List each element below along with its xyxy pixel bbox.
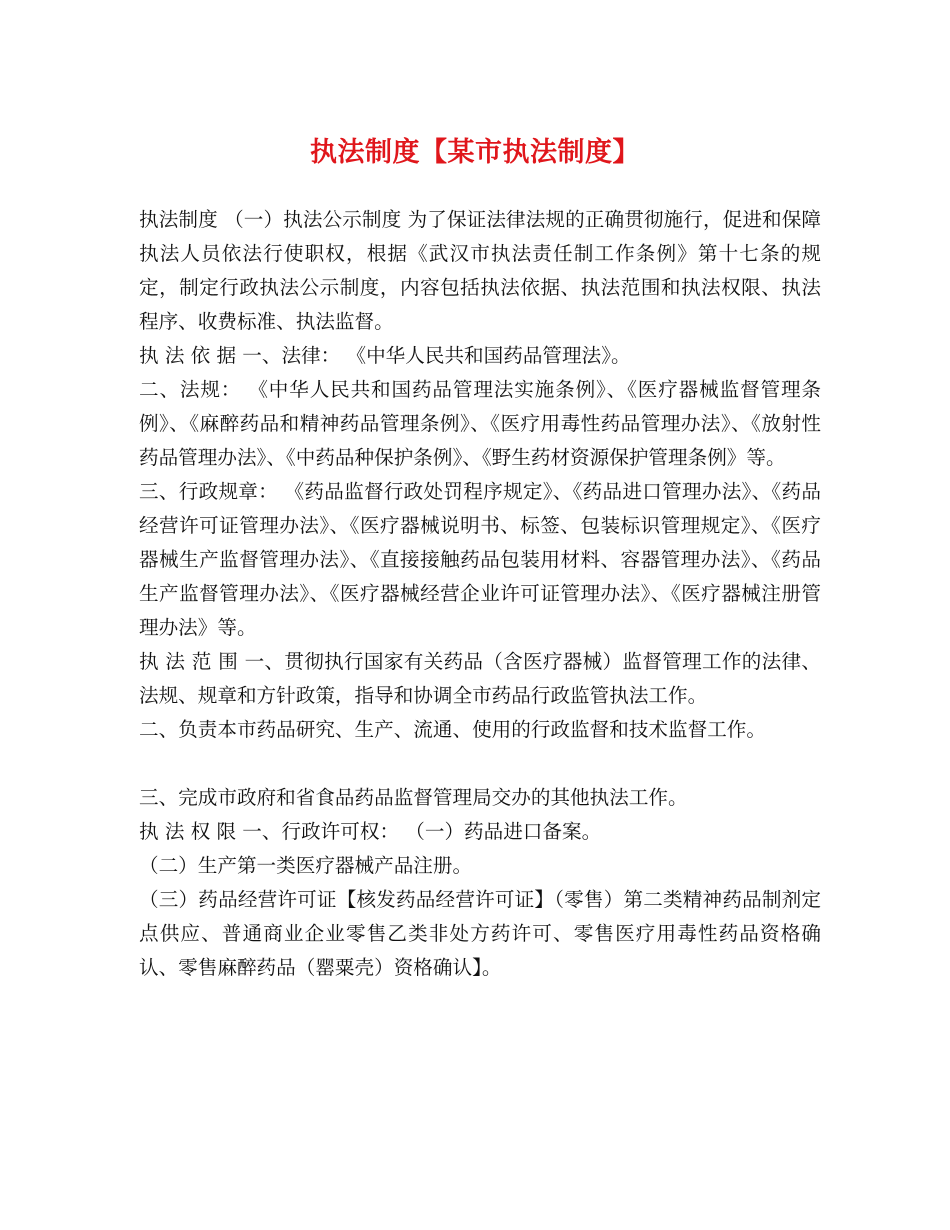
- paragraph-scope-3: 三、完成市政府和省食品药品监督管理局交办的其他执法工作。: [139, 786, 688, 809]
- paragraph-authority-3: （三）药品经营许可证【核发药品经营许可证】（零售）第二类精神药品制剂定点供应、普通商业企业零售乙类非处方药许可、零售医疗用毒性药品资格确认、零售麻醉药品（罂粟壳）资格确认】。: [139, 888, 821, 979]
- paragraph-disclosure-system: 执法制度 （一）执法公示制度 为了保证法律法规的正确贯彻施行，促进和保障执法人员依法行使职权，根据《武汉市执法责任制工作条例》第十七条的规定，制定行政执法公示制度，内容包括执法依据、执法范围和执法权限、执法程序、收费标准、执法监督。: [139, 208, 821, 333]
- document-body: [139, 203, 821, 985]
- paragraph-authority-1: 执 法 权 限 一、行政许可权： （一）药品进口备案。: [139, 820, 602, 843]
- paragraph-regulations: 二、法规： 《中华人民共和国药品管理法实施条例》、《医疗器械监督管理条例》、《麻醉药品和精神药品管理条例》、《医疗用毒性药品管理办法》、《放射性药品管理办法》、《中药品种保护条例》、《野生药材资源保护管理条例》等。: [139, 378, 821, 469]
- paragraph-administrative-rules: 三、行政规章： 《药品监督行政处罚程序规定》、《药品进口管理办法》、《药品经营许可证管理办法》、《医疗器械说明书、标签、包装标识管理规定》、《医疗器械生产监督管理办法》、《直接接触药品包装用材料、容器管理办法》、《药品生产监督管理办法》、《医疗器械经营企业许可证管理办法》、《医疗器械注册管理办法》等。: [139, 480, 821, 639]
- document-title: 执法制度【某市执法制度】: [310, 137, 640, 168]
- paragraph-law-basis: 执 法 依 据 一、法律： 《中华人民共和国药品管理法》。: [139, 344, 631, 367]
- paragraph-authority-2: （二）生产第一类医疗器械产品注册。: [139, 854, 473, 877]
- paragraph-scope-2: 二、负责本市药品研究、生产、流通、使用的行政监督和技术监督工作。: [139, 718, 766, 741]
- paragraph-scope-1: 执 法 范 围 一、贯彻执行国家有关药品（含医疗器械）监督管理工作的法律、法规、规章和方针政策，指导和协调全市药品行政监管执法工作。: [139, 650, 821, 707]
